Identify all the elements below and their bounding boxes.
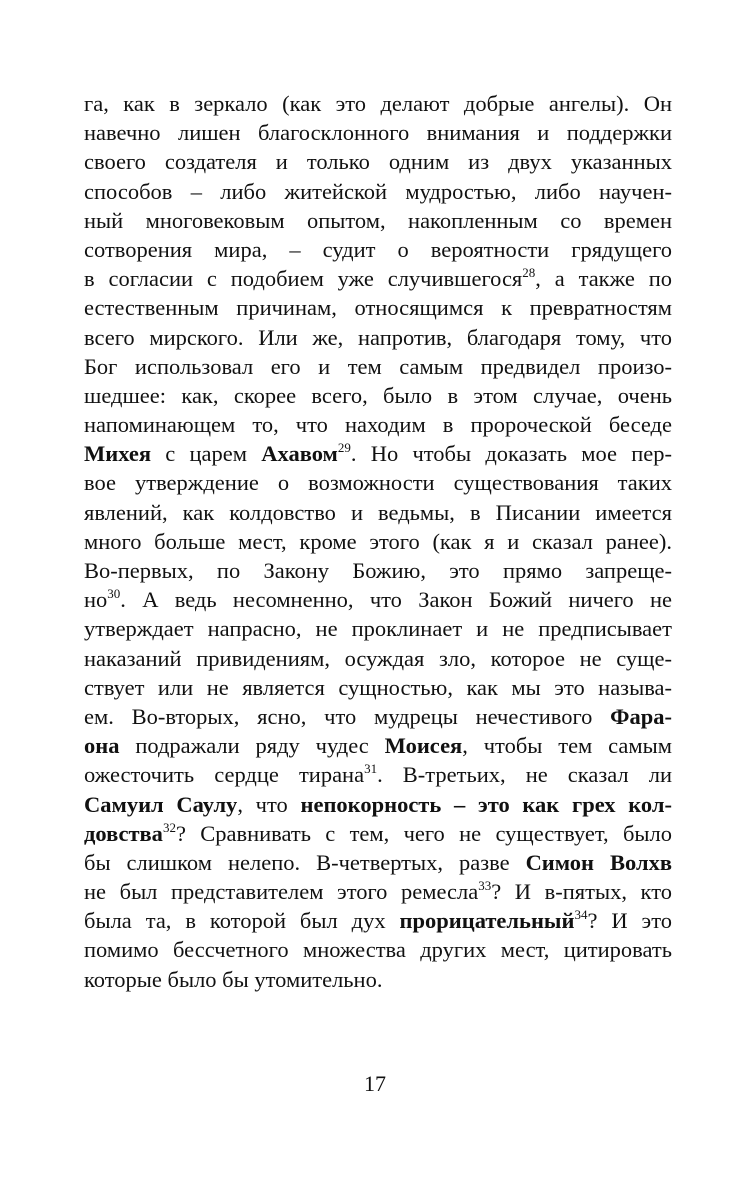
text-line <box>84 673 672 702</box>
text-line <box>84 760 672 789</box>
text-fragment: , что <box>237 791 301 817</box>
text-fragment: . В-третьих, не сказал ли <box>377 762 672 788</box>
text-fragment: своего создателя и только одним из двух указанных <box>84 149 672 175</box>
text-line <box>84 439 672 468</box>
text-fragment: шедшее: как, скорее всего, было в этом случае, очень <box>84 382 672 408</box>
text-fragment: ? И это <box>587 908 672 934</box>
text-fragment: Во-первых, по Закону Божию, это прямо запреще- <box>84 558 672 583</box>
text-fragment: бы слишком нелепо. В-четвертых, разве <box>84 849 526 875</box>
footnote-ref: 29 <box>337 440 351 456</box>
bold-name: она <box>84 733 120 759</box>
text-line <box>84 323 672 352</box>
text-line <box>84 410 672 439</box>
text-fragment: га, как в зеркало (как это делают добрые ангелы). Он <box>84 91 672 116</box>
text-fragment: в согласии с подобием уже случившегося <box>84 266 523 292</box>
footnote-ref: 31 <box>364 761 378 777</box>
footnote-ref: 32 <box>162 819 176 835</box>
text-fragment: сотворения мира, – судит о вероятности грядущего <box>84 236 672 262</box>
text-line <box>84 790 672 819</box>
footnote-ref: 33 <box>478 878 492 894</box>
text-line <box>84 935 672 964</box>
footnote-ref: 28 <box>522 265 536 281</box>
text-line <box>84 177 672 206</box>
text-line <box>84 381 672 410</box>
text-fragment: ожесточить сердце тирана <box>84 762 365 788</box>
text-fragment: напоминающем то, что находим в пророческой беседе <box>84 412 672 438</box>
text-fragment: ? И в-пятых, кто <box>491 879 672 905</box>
text-line <box>84 556 672 585</box>
bold-name: Симон Волхв <box>525 849 672 875</box>
text-fragment: утверждает напрасно, не проклинает и не предписывает <box>84 616 672 642</box>
text-fragment: помимо бессчетного множества других мест, цитировать <box>84 937 672 963</box>
text-fragment: Бог использовал его и тем самым предвидел произо- <box>84 353 672 379</box>
page-number: 17 <box>364 1071 386 1096</box>
text-fragment: ? Сравнивать с тем, чего не существует, было <box>175 820 672 846</box>
text-line <box>84 498 672 527</box>
text-fragment: которые было бы утомительно. <box>84 966 383 992</box>
text-fragment: с царем <box>151 441 262 467</box>
text-fragment: ный многовековым опытом, накопленным со времен <box>84 207 672 233</box>
text-line <box>84 293 672 322</box>
text-fragment: навечно лишен благосклонного внимания и поддержки <box>84 120 672 146</box>
text-line <box>84 118 672 147</box>
text-line <box>84 527 672 556</box>
text-fragment: ем. Во-вторых, ясно, что мудрецы нечестивого <box>84 703 611 729</box>
bold-name: непокорность – это как грех кол- <box>300 791 672 817</box>
text-line <box>84 906 672 935</box>
bold-name: Моисея <box>384 733 463 759</box>
text-fragment: была та, в которой был дух <box>84 908 400 934</box>
text-line <box>84 731 672 760</box>
text-fragment: способов – либо житейской мудростью, либо научен- <box>84 178 672 204</box>
body-text <box>84 89 672 994</box>
footnote-ref: 30 <box>107 586 121 602</box>
text-fragment: вое утверждение о возможности существования таких <box>84 470 672 496</box>
text-fragment: подражали ряду чудес <box>119 733 385 759</box>
text-line <box>84 819 672 848</box>
text-line <box>84 352 672 381</box>
text-line <box>84 468 672 497</box>
text-fragment: . А ведь несомненно, что Закон Божий ничего не <box>120 587 672 613</box>
text-line <box>84 264 672 293</box>
text-fragment: . Но чтобы доказать мое пер- <box>350 441 672 467</box>
text-fragment: естественным причинам, относящимся к превратностям <box>84 295 672 321</box>
footnote-ref: 34 <box>574 907 588 923</box>
text-fragment: много больше мест, кроме этого (как я и сказал ранее). <box>84 528 672 554</box>
text-line <box>84 965 672 994</box>
text-line <box>84 235 672 264</box>
bold-name: Самуил Саулу <box>84 791 238 817</box>
text-line <box>84 585 672 614</box>
bold-name: Михея <box>84 441 152 467</box>
text-fragment: не был представителем этого ремесла <box>84 879 479 905</box>
bold-name: довства <box>84 820 163 846</box>
text-fragment: явлений, как колдовство и ведьмы, в Писании имеется <box>84 499 672 525</box>
text-fragment: всего мирского. Или же, напротив, благодаря тому, что <box>84 324 672 350</box>
text-line <box>84 147 672 176</box>
text-line <box>84 644 672 673</box>
bold-name: прорицательный <box>399 908 575 934</box>
text-line <box>84 702 672 731</box>
text-line <box>84 89 672 118</box>
text-fragment: , чтобы тем самым <box>462 733 672 759</box>
text-line <box>84 848 672 877</box>
text-fragment: но <box>84 587 108 613</box>
text-fragment: наказаний привидениям, осуждая зло, которое не суще- <box>84 645 672 671</box>
bold-name: Ахавом <box>261 441 338 467</box>
text-line <box>84 877 672 906</box>
text-line <box>84 206 672 235</box>
text-fragment: ствует или не является сущностью, как мы это называ- <box>84 674 672 700</box>
text-line <box>84 614 672 643</box>
bold-name: Фара- <box>610 703 672 729</box>
text-fragment: , а также по <box>535 266 672 292</box>
